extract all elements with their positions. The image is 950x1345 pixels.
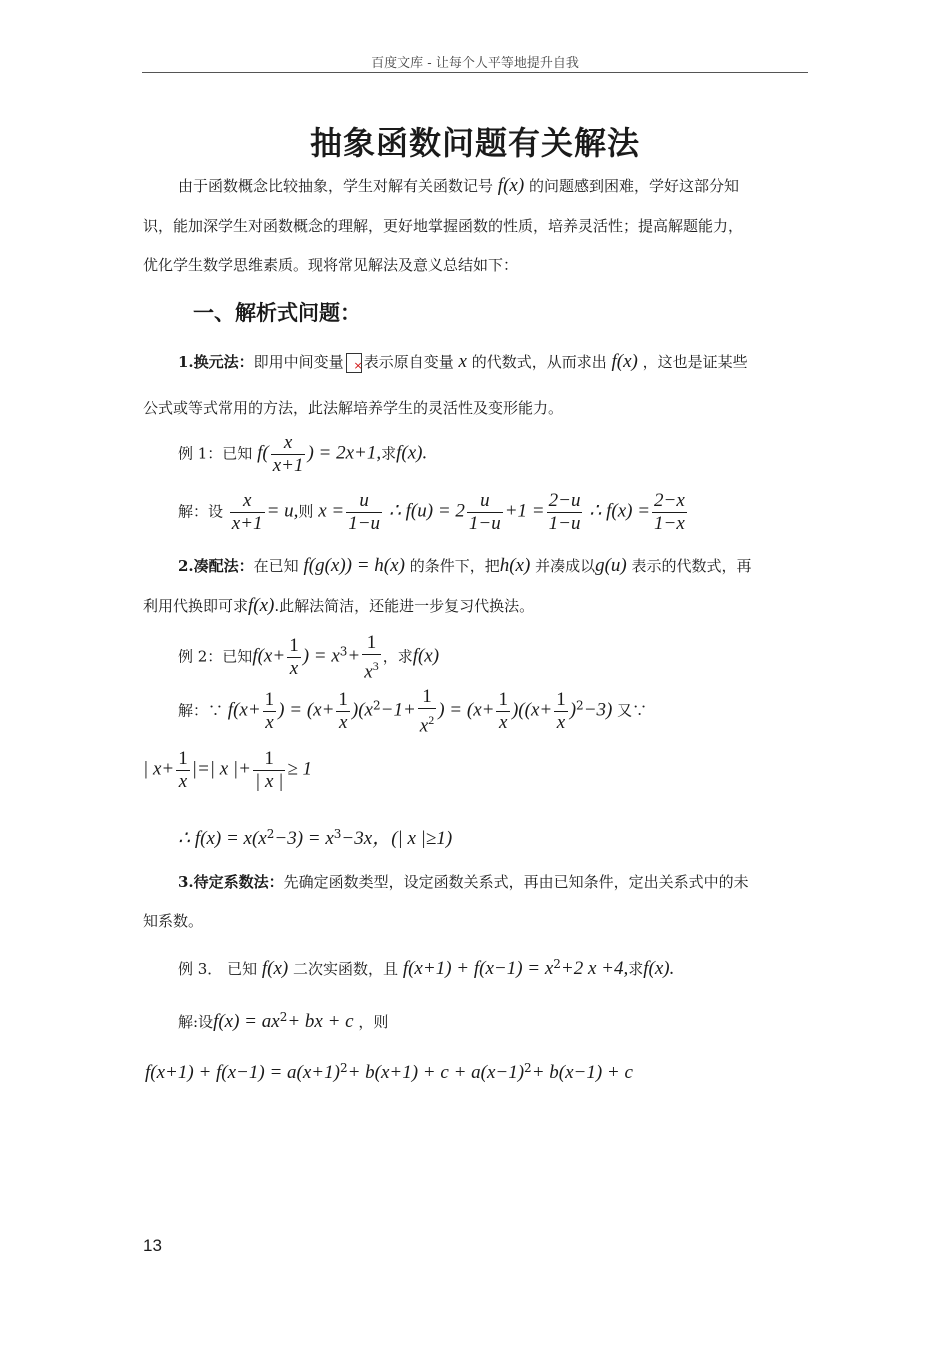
method-2-text-c: 并凑成以 (535, 557, 596, 575)
example-1-ask: 求 (381, 444, 397, 463)
sol-therefore-2: ∴ f(x) = (589, 500, 651, 522)
method-2-math-a: f(g(x)) = h(x) (303, 555, 405, 576)
ex2-fraction-2: $\frac{1}{x^3}$ (364, 632, 379, 683)
example-3: 例 3． 已知 f(x) 二次实函数，且 $f(x+1) + f(x-1) = x^2+2$ x +4,求f(x). (178, 957, 675, 979)
method-1-text-d: ，这也是证某些 (642, 353, 748, 371)
broken-image-icon (346, 353, 362, 373)
example-2-solution: 解：∵ f(x+ $\frac{1}{x}$ ) = (x+ $\frac{1}{x}$ )($x^2-1+$ $\frac{1}{x^2}$ ) = (x+ $\frac{1}{x}$ )((x+ $\frac{1}{x}$ )$^2$−3) 又∵ (178, 686, 648, 737)
sol-plus: +1 = (504, 500, 545, 522)
sol-fraction-2: $\frac{u}{1-u}$ (348, 490, 381, 534)
intro-text-b: 的问题感到困难，学好这部分知 (528, 177, 739, 195)
ex2-fraction-1: $\frac{1}{x}$ (289, 635, 299, 680)
method-1-label: 1.换元法： (178, 353, 254, 371)
example-1-label: 例 1：已知 (178, 444, 253, 463)
sol-therefore-1: ∴ f(u) = 2 (388, 500, 465, 522)
intro-line-3: 优化学生数学思维素质。现将常见解法及意义总结如下： (143, 256, 519, 274)
sol-x: x = (318, 500, 345, 522)
method-1-text-c: 的代数式，从而求出 (471, 353, 607, 371)
method-3-line-2: 知系数。 (143, 912, 204, 930)
method-1-math: f(x) (611, 351, 638, 372)
example-2-label: 例 2：已知 (178, 647, 253, 666)
method-2-line-2 (143, 596, 534, 616)
page-number: 13 (143, 1236, 162, 1255)
method-2-text-b: 的条件下，把 (409, 557, 500, 575)
example-1-f: f( (257, 442, 269, 464)
method-1-line-1 (178, 352, 748, 373)
method-3-line-1 (178, 872, 749, 892)
method-1-text-b: 表示原自变量 (363, 353, 454, 371)
method-1-text-a: 即用中间变量 (253, 353, 344, 371)
sol-fraction-5: $\frac{2-x}{1-x}$ (654, 490, 685, 534)
method-2-line-1 (178, 556, 752, 576)
sol-fraction-1: $\frac{x}{x+1}$ (231, 490, 263, 534)
method-2-line-2-b: .此解法简洁，还能进一步复习代换法。 (274, 597, 535, 615)
method-2-line-2-a: 利用代换即可求 (143, 597, 249, 615)
example-2: 例 2：已知f(x+ $\frac{1}{x}$ ) = $x^3+$ $\frac{1}{x^3}$ ，求f(x) (178, 632, 440, 683)
sol-fraction-3: $\frac{u}{1-u}$ (468, 490, 501, 534)
example-3-expansion: $f(x+1) + f(x-1) = a(x+1)^2+ b(x+1) + c + a(x-1)^2+ b(x-1) + c$ (145, 1061, 633, 1083)
method-2-math-c: g(u) (595, 555, 627, 576)
document-title: 抽象函数问题有关解法 (309, 124, 640, 162)
method-3-label: 3.待定系数法： (178, 873, 284, 891)
example-1-fraction: $\frac{x}{x+1}$ (272, 432, 304, 476)
example-3-solution: 解:设$f(x) = ax^2+$ bx + c ，则 (178, 1010, 389, 1032)
method-2-text-a: 在已知 (253, 557, 299, 575)
example-1-ask-math: f(x). (396, 442, 428, 464)
intro-line-1 (178, 176, 739, 196)
example-2-conclusion: ∴ $f(x) = x(x^2-3) = x^3-3x$，(| x |≥1) (178, 827, 453, 849)
method-1-var: x (458, 351, 467, 372)
method-1-line-2: 公式或等式常用的方法，此法解培养学生的灵活性及变形能力。 (143, 399, 564, 417)
section-heading: 一、解析式问题： (193, 300, 361, 325)
intro-math: f(x) (497, 175, 525, 196)
sol-eq-1: = u, (266, 500, 299, 522)
sol-fraction-4: $\frac{2-u}{1-u}$ (548, 490, 581, 534)
sol-then: 则 (298, 502, 314, 521)
example-2-inequality: | x+ $\frac{1}{x}$ |=| x |+ $\frac{1}{| x |}$ ≥ 1 (143, 748, 313, 792)
method-2-math-b: h(x) (499, 555, 531, 576)
intro-line-2: 识，能加深学生对函数概念的理解，更好地掌握函数的性质，培养灵活性；提高解题能力， (143, 217, 744, 235)
method-2-line-2-math: f(x) (248, 595, 275, 616)
example-1-solution (178, 490, 689, 535)
method-3-text: 先确定函数类型，设定函数关系式，再由已知条件，定出关系式中的未 (283, 873, 749, 891)
page-header: 百度文库 - 让每个人平等地提升自我 (371, 56, 579, 71)
header-rule (142, 72, 808, 73)
example-1 (178, 432, 427, 477)
solution-label: 解：设 (178, 502, 224, 521)
method-2-label: 2.凑配法： (178, 557, 254, 575)
intro-text-a: 由于函数概念比较抽象，学生对解有关函数记号 (178, 177, 494, 195)
method-2-text-d: 表示的代数式，再 (631, 557, 752, 575)
example-1-rhs: ) = 2x+1, (307, 442, 382, 464)
